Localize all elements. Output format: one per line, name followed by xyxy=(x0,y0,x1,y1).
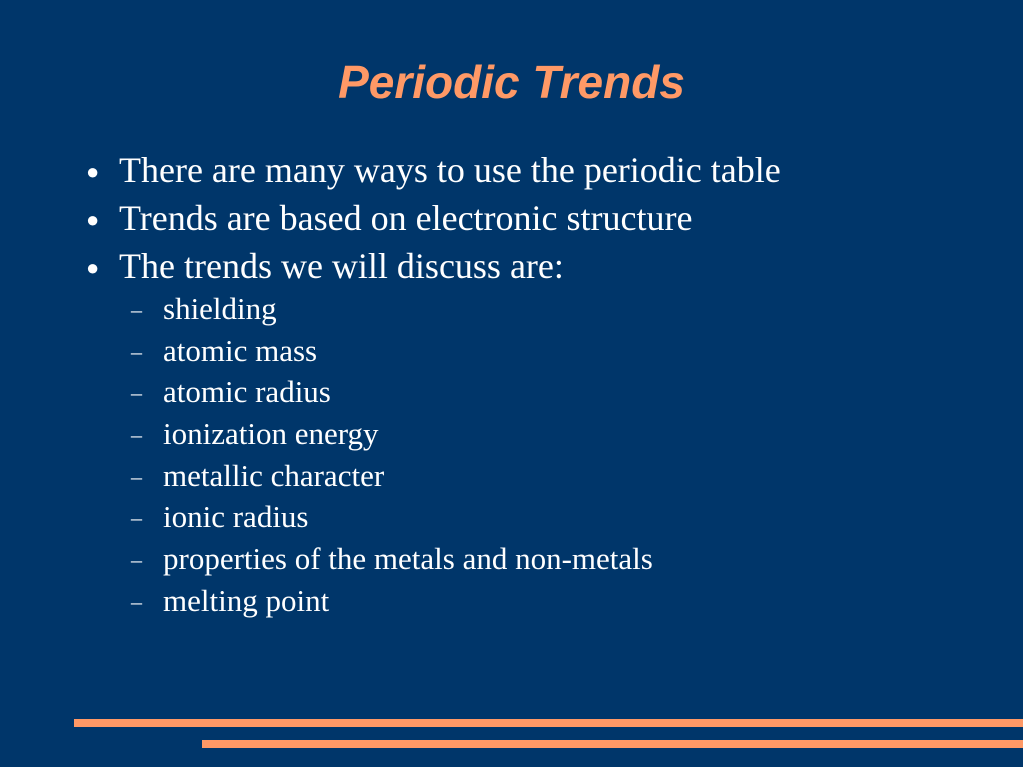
bullet-dot-icon: ● xyxy=(86,207,100,232)
sub-bullet-item xyxy=(131,538,653,580)
sub-bullet-item xyxy=(131,330,653,372)
dash-icon: – xyxy=(131,505,142,531)
dash-icon: – xyxy=(131,463,142,489)
bullet-dot-icon: ● xyxy=(86,255,100,280)
sub-bullet-item xyxy=(131,288,653,330)
bullet-list xyxy=(86,146,781,290)
sub-bullet-item xyxy=(131,455,653,497)
sub-bullet-list xyxy=(131,288,653,622)
sub-bullet-text: properties of the metals and non-metals xyxy=(163,541,653,577)
bullet-item xyxy=(86,146,781,194)
dash-icon: – xyxy=(131,422,142,448)
sub-bullet-item xyxy=(131,371,653,413)
sub-bullet-text: shielding xyxy=(163,291,277,326)
bullet-dot-icon: ● xyxy=(86,159,100,184)
bullet-text: The trends we will discuss are: xyxy=(119,246,564,286)
dash-icon: – xyxy=(131,380,142,406)
sub-bullet-text: atomic radius xyxy=(163,374,331,410)
sub-bullet-text: atomic mass xyxy=(163,332,318,368)
bullet-text: Trends are based on electronic structure xyxy=(119,198,693,238)
sub-bullet-item xyxy=(131,413,653,455)
bullet-text: There are many ways to use the periodic table xyxy=(119,150,781,190)
slide-title: Periodic Trends xyxy=(338,56,685,108)
sub-bullet-text: ionization energy xyxy=(163,416,379,452)
bullet-item xyxy=(86,242,781,290)
dash-icon: – xyxy=(131,588,142,614)
sub-bullet-text: ionic radius xyxy=(163,499,309,535)
dash-icon: – xyxy=(131,338,142,364)
sub-bullet-text: metallic character xyxy=(163,457,385,493)
sub-bullet-item xyxy=(131,496,653,538)
accent-rule-bottom xyxy=(202,740,1023,748)
dash-icon: – xyxy=(131,547,142,573)
sub-bullet-item xyxy=(131,580,653,622)
accent-rule-top xyxy=(74,719,1023,727)
bullet-item xyxy=(86,194,781,242)
dash-icon: – xyxy=(131,297,142,322)
sub-bullet-text: melting point xyxy=(163,582,330,618)
